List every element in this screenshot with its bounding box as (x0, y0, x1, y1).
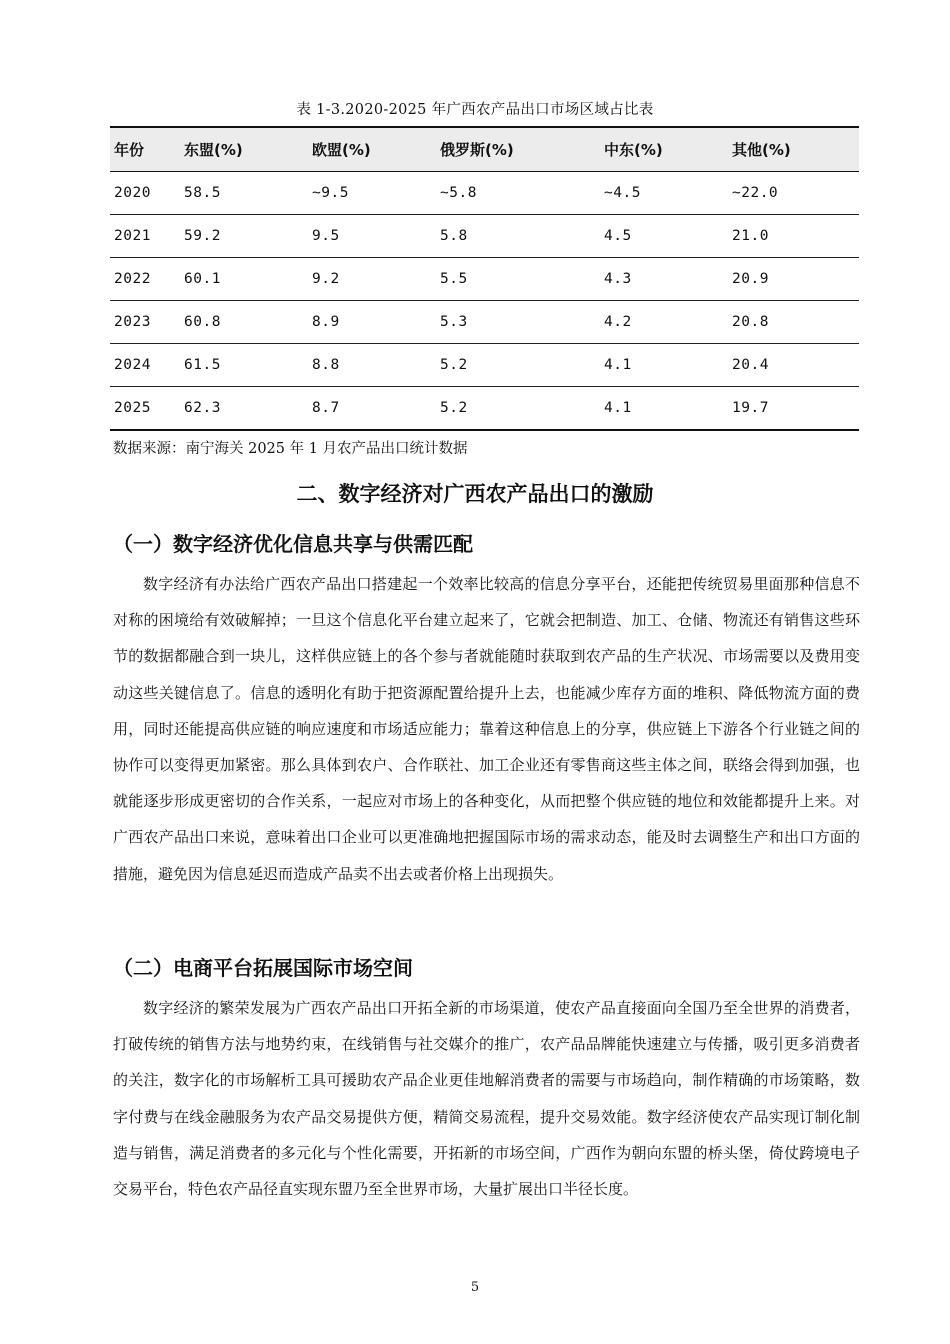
export-share-table (110, 126, 859, 431)
table-cell: 2024 (110, 344, 180, 387)
header-other: 其他(%) (728, 127, 859, 172)
subsection-heading-1: （一）数字经济优化信息共享与供需匹配 (113, 532, 473, 556)
table-source-note: 数据来源：南宁海关 2025 年 1 月农产品出口统计数据 (113, 441, 468, 457)
table-cell: 4.2 (600, 301, 728, 344)
table-cell: ~5.8 (436, 172, 600, 215)
body-paragraph-2: 数字经济的繁荣发展为广西农产品出口开拓全新的市场渠道，使农产品直接面向全国乃至全世界的消费者，打破传统的销售方法与地势约束，在线销售与社交媒介的推广，农产品品牌能快速建立与传播，吸引更多消费者的关注，数字化的市场解析工具可援助农产品企业更佳地解消费者的需要与市场趋向，制作精确的市场策略，数字付费与在线金融服务为农产品交易提供方便，精简交易流程，提升交易效能。数字经济使农产品实现订制化制造与销售，满足消费者的多元化与个性化需要，开拓新的市场空间，广西作为朝向东盟的桥头堡，倚仗跨境电子交易平台，特色农产品径直实现东盟乃至全世界市场，大量扩展出口半径长度。 (113, 999, 860, 1199)
table-cell: 8.7 (308, 387, 436, 431)
header-asean: 东盟(%) (180, 127, 308, 172)
table-cell: 20.8 (728, 301, 859, 344)
table-cell: 2020 (110, 172, 180, 215)
table-row (110, 258, 859, 301)
table-cell: 9.2 (308, 258, 436, 301)
table-cell: 2022 (110, 258, 180, 301)
table-row (110, 387, 859, 431)
table-cell: ~9.5 (308, 172, 436, 215)
page-number: 5 (470, 1280, 480, 1295)
subsection-heading-2: （二）电商平台拓展国际市场空间 (113, 956, 413, 980)
table-cell: 21.0 (728, 215, 859, 258)
header-russia: 俄罗斯(%) (436, 127, 600, 172)
table-cell: 5.2 (436, 387, 600, 431)
table-row (110, 215, 859, 258)
header-middle-east: 中东(%) (600, 127, 728, 172)
header-year: 年份 (110, 127, 180, 172)
table-cell: 58.5 (180, 172, 308, 215)
table-cell: 5.3 (436, 301, 600, 344)
table-row (110, 344, 859, 387)
table-cell: 4.1 (600, 344, 728, 387)
table-cell: 9.5 (308, 215, 436, 258)
table-cell: 20.4 (728, 344, 859, 387)
body-paragraph-1: 数字经济有办法给广西农产品出口搭建起一个效率比较高的信息分享平台，还能把传统贸易里面那种信息不对称的困境给有效破解掉；一旦这个信息化平台建立起来了，它就会把制造、加工、仓储、物流还有销售这些环节的数据都融合到一块儿，这样供应链上的各个参与者就能随时获取到农产品的生产状况、市场需要以及费用变动这些关键信息了。信息的透明化有助于把资源配置给提升上去，也能减少库存方面的堆积、降低物流方面的费用，同时还能提高供应链的响应速度和市场适应能力；靠着这种信息上的分享，供应链上下游各个行业链之间的协作可以变得更加紧密。那么具体到农户、合作联社、加工企业还有零售商这些主体之间，联络会得到加强，也就能逐步形成更密切的合作关系，一起应对市场上的各种变化，从而把整个供应链的地位和效能都提升上来。对广西农产品出口来说，意味着出口企业可以更准确地把握国际市场的需求动态，能及时去调整生产和出口方面的措施，避免因为信息延迟而造成产品卖不出去或者价格上出现损失。 (113, 575, 860, 883)
table-cell: 60.8 (180, 301, 308, 344)
section-heading: 二、数字经济对广西农产品出口的激励 (296, 482, 654, 506)
table-cell: 5.8 (436, 215, 600, 258)
table-caption: 表 1-3.2020-2025 年广西农产品出口市场区域占比表 (296, 102, 654, 118)
header-eu: 欧盟(%) (308, 127, 436, 172)
table-cell: 20.9 (728, 258, 859, 301)
table-cell: 61.5 (180, 344, 308, 387)
table-cell: 5.2 (436, 344, 600, 387)
table-cell: 4.5 (600, 215, 728, 258)
table-cell: 19.7 (728, 387, 859, 431)
table-cell: 59.2 (180, 215, 308, 258)
table-cell: 8.8 (308, 344, 436, 387)
table-cell: 8.9 (308, 301, 436, 344)
table-header-row (110, 127, 859, 172)
table-row (110, 301, 859, 344)
table-cell: 4.1 (600, 387, 728, 431)
table-cell: 5.5 (436, 258, 600, 301)
table-cell: 60.1 (180, 258, 308, 301)
table-cell: ~22.0 (728, 172, 859, 215)
table-cell: 2023 (110, 301, 180, 344)
table-cell: 62.3 (180, 387, 308, 431)
table-cell: 4.3 (600, 258, 728, 301)
table-row (110, 172, 859, 215)
table-cell: 2021 (110, 215, 180, 258)
table-cell: 2025 (110, 387, 180, 431)
table-cell: ~4.5 (600, 172, 728, 215)
